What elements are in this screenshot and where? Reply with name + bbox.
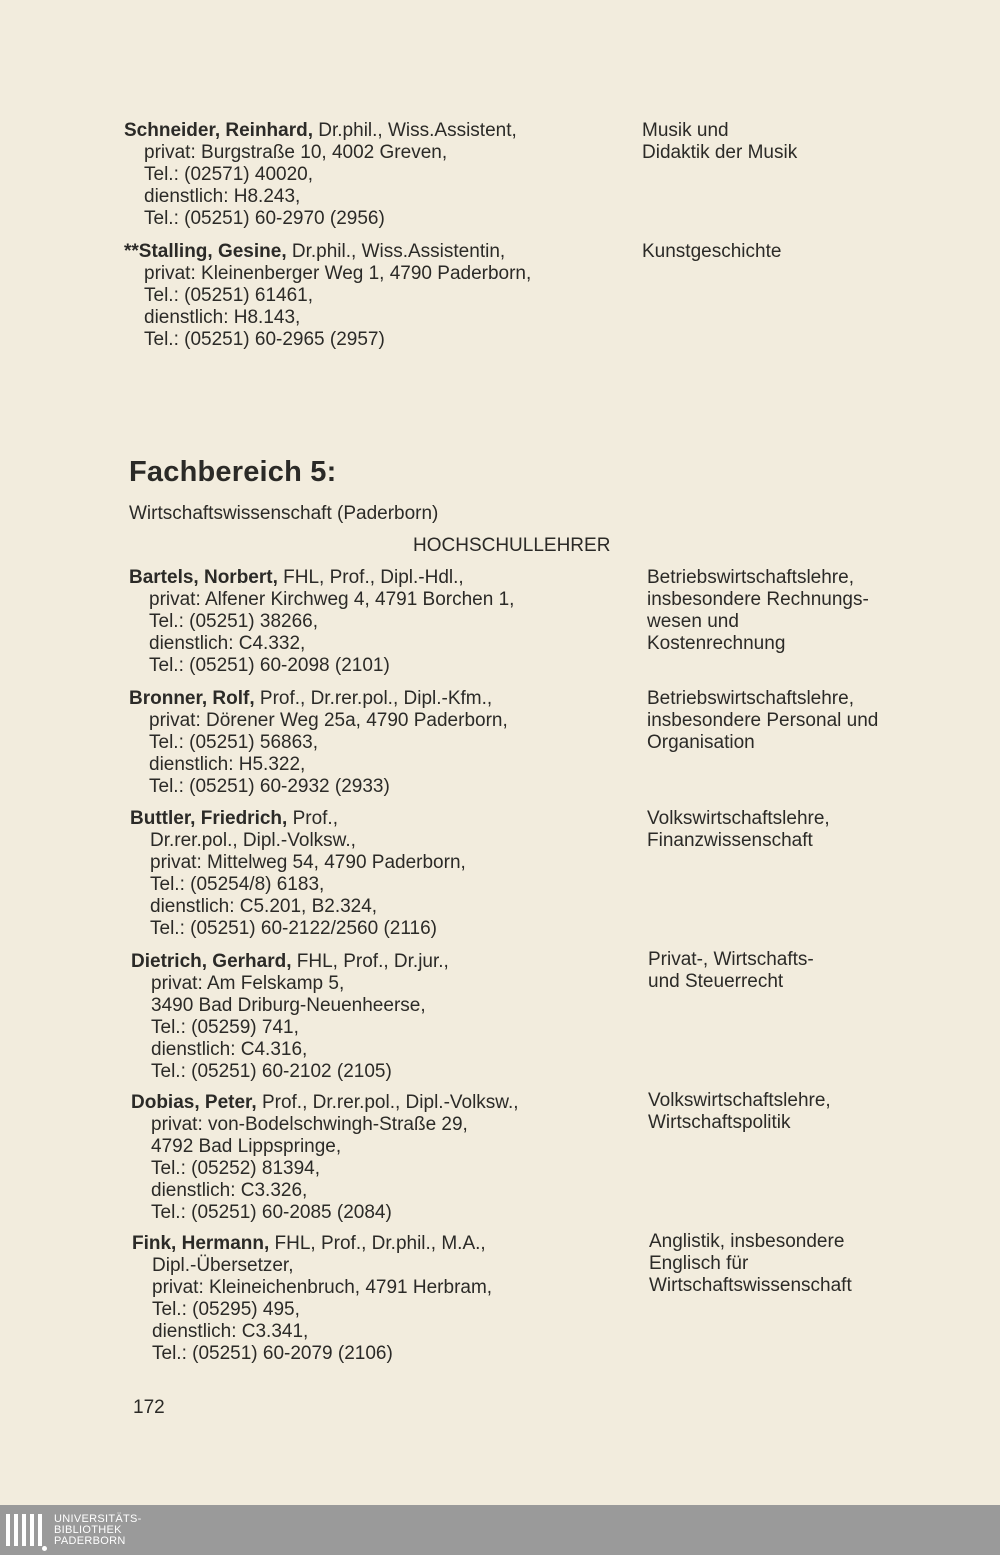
entry-name: Bartels, Norbert, (129, 567, 278, 588)
entry-line: Tel.: (05251) 60-2122/2560 (2116) (150, 918, 437, 939)
entry-dobias (131, 1092, 519, 1224)
section-subheading: Wirtschaftswissenschaft (Paderborn) (129, 503, 439, 524)
entry-line: Tel.: (05251) 61461, (144, 285, 314, 306)
subject-fink: Anglistik, insbesondere Englisch für Wirtschaftswissenschaft (649, 1231, 852, 1296)
entry-line: Dipl.-Übersetzer, (152, 1255, 294, 1276)
entry-line: dienstlich: H8.243, (144, 186, 301, 207)
entry-name: Dobias, Peter, (131, 1092, 257, 1113)
entry-line: privat: von-Bodelschwingh-Straße 29, (151, 1114, 468, 1135)
entry-line: dienstlich: C5.201, B2.324, (150, 896, 378, 917)
entry-bronner (129, 688, 508, 798)
entry-dietrich (131, 951, 449, 1083)
page-number: 172 (133, 1397, 165, 1418)
entry-line: 4792 Bad Lippspringe, (151, 1136, 342, 1157)
entry-name: Buttler, Friedrich, (130, 808, 288, 829)
entry-line: Tel.: (05251) 56863, (149, 732, 319, 753)
subject-dietrich: Privat-, Wirtschafts- und Steuerrecht (648, 949, 814, 992)
entry-title: Prof., Dr.rer.pol., Dipl.-Kfm., (254, 688, 493, 709)
entry-line: dienstlich: C4.332, (149, 633, 306, 654)
entry-line: Dr.rer.pol., Dipl.-Volksw., (150, 830, 356, 851)
entry-line: privat: Alfener Kirchweg 4, 4791 Borchen 1, (149, 589, 515, 610)
entry-name: Schneider, Reinhard, (124, 120, 313, 141)
entry-title: FHL, Prof., Dipl.-Hdl., (277, 567, 464, 588)
entry-line: privat: Burgstraße 10, 4002 Greven, (144, 142, 448, 163)
entry-line: Tel.: (05251) 60-2102 (2105) (151, 1061, 392, 1082)
entry-line: dienstlich: H5.322, (149, 754, 306, 775)
entry-name: Dietrich, Gerhard, (131, 951, 292, 972)
entry-line: Tel.: (05251) 60-2085 (2084) (151, 1202, 392, 1223)
entry-line: dienstlich: C3.341, (152, 1321, 309, 1342)
subject-bronner: Betriebswirtschaftslehre, insbesondere Personal und Organisation (647, 688, 879, 753)
entry-title: FHL, Prof., Dr.phil., M.A., (269, 1233, 486, 1254)
entry-title: Dr.phil., Wiss.Assistentin, (286, 241, 506, 262)
entry-line: Tel.: (05252) 81394, (151, 1158, 321, 1179)
entry-line: Tel.: (05254/8) 6183, (150, 874, 325, 895)
entry-stalling (124, 241, 531, 351)
entry-line: 3490 Bad Driburg-Neuenheerse, (151, 995, 426, 1016)
entry-bartels (129, 567, 514, 677)
entry-line: Tel.: (05251) 60-2970 (2956) (144, 208, 385, 229)
subject-schneider: Musik und Didaktik der Musik (642, 120, 798, 163)
entry-title: Prof., Dr.rer.pol., Dipl.-Volksw., (256, 1092, 519, 1113)
entry-line: privat: Am Felskamp 5, (151, 973, 345, 994)
entry-fink (132, 1233, 492, 1365)
entry-name: Bronner, Rolf, (129, 688, 255, 709)
entry-buttler (130, 808, 466, 940)
section-label: HOCHSCHULLEHRER (413, 535, 611, 556)
entry-line: Tel.: (05295) 495, (152, 1299, 300, 1320)
subject-dobias: Volkswirtschaftslehre, Wirtschaftspolitik (648, 1090, 831, 1133)
library-footer (0, 1505, 1000, 1555)
library-bars-icon (4, 1510, 48, 1550)
entry-line: privat: Mittelweg 54, 4790 Paderborn, (150, 852, 466, 873)
entry-line: dienstlich: C3.326, (151, 1180, 308, 1201)
subject-bartels: Betriebswirtschaftslehre, insbesondere Rechnungs- wesen und Kostenrechnung (647, 567, 869, 654)
entry-line: Tel.: (05251) 38266, (149, 611, 319, 632)
entry-line: dienstlich: H8.143, (144, 307, 301, 328)
entry-line: Tel.: (05259) 741, (151, 1017, 299, 1038)
subject-buttler: Volkswirtschaftslehre, Finanzwissenschaft (647, 808, 830, 851)
subject-stalling: Kunstgeschichte (642, 241, 782, 262)
entry-name: **Stalling, Gesine, (124, 241, 287, 262)
entry-name: Fink, Hermann, (132, 1233, 270, 1254)
entry-line: dienstlich: C4.316, (151, 1039, 308, 1060)
entry-line: privat: Dörener Weg 25a, 4790 Paderborn, (149, 710, 508, 731)
entry-line: privat: Kleineichenbruch, 4791 Herbram, (152, 1277, 493, 1298)
entry-line: privat: Kleinenberger Weg 1, 4790 Paderborn, (144, 263, 532, 284)
entry-schneider (124, 120, 517, 230)
entry-line: Tel.: (05251) 60-2079 (2106) (152, 1343, 393, 1364)
entry-line: Tel.: (05251) 60-2965 (2957) (144, 329, 385, 350)
entry-title: Dr.phil., Wiss.Assistent, (313, 120, 517, 141)
entry-title: Prof., (287, 808, 338, 829)
entry-line: Tel.: (05251) 60-2098 (2101) (149, 655, 390, 676)
entry-line: Tel.: (05251) 60-2932 (2933) (149, 776, 390, 797)
library-name: UNIVERSITÄTS- BIBLIOTHEK PADERBORN (54, 1512, 142, 1547)
entry-line: Tel.: (02571) 40020, (144, 164, 314, 185)
entry-title: FHL, Prof., Dr.jur., (291, 951, 449, 972)
section-heading: Fachbereich 5: (129, 456, 337, 488)
